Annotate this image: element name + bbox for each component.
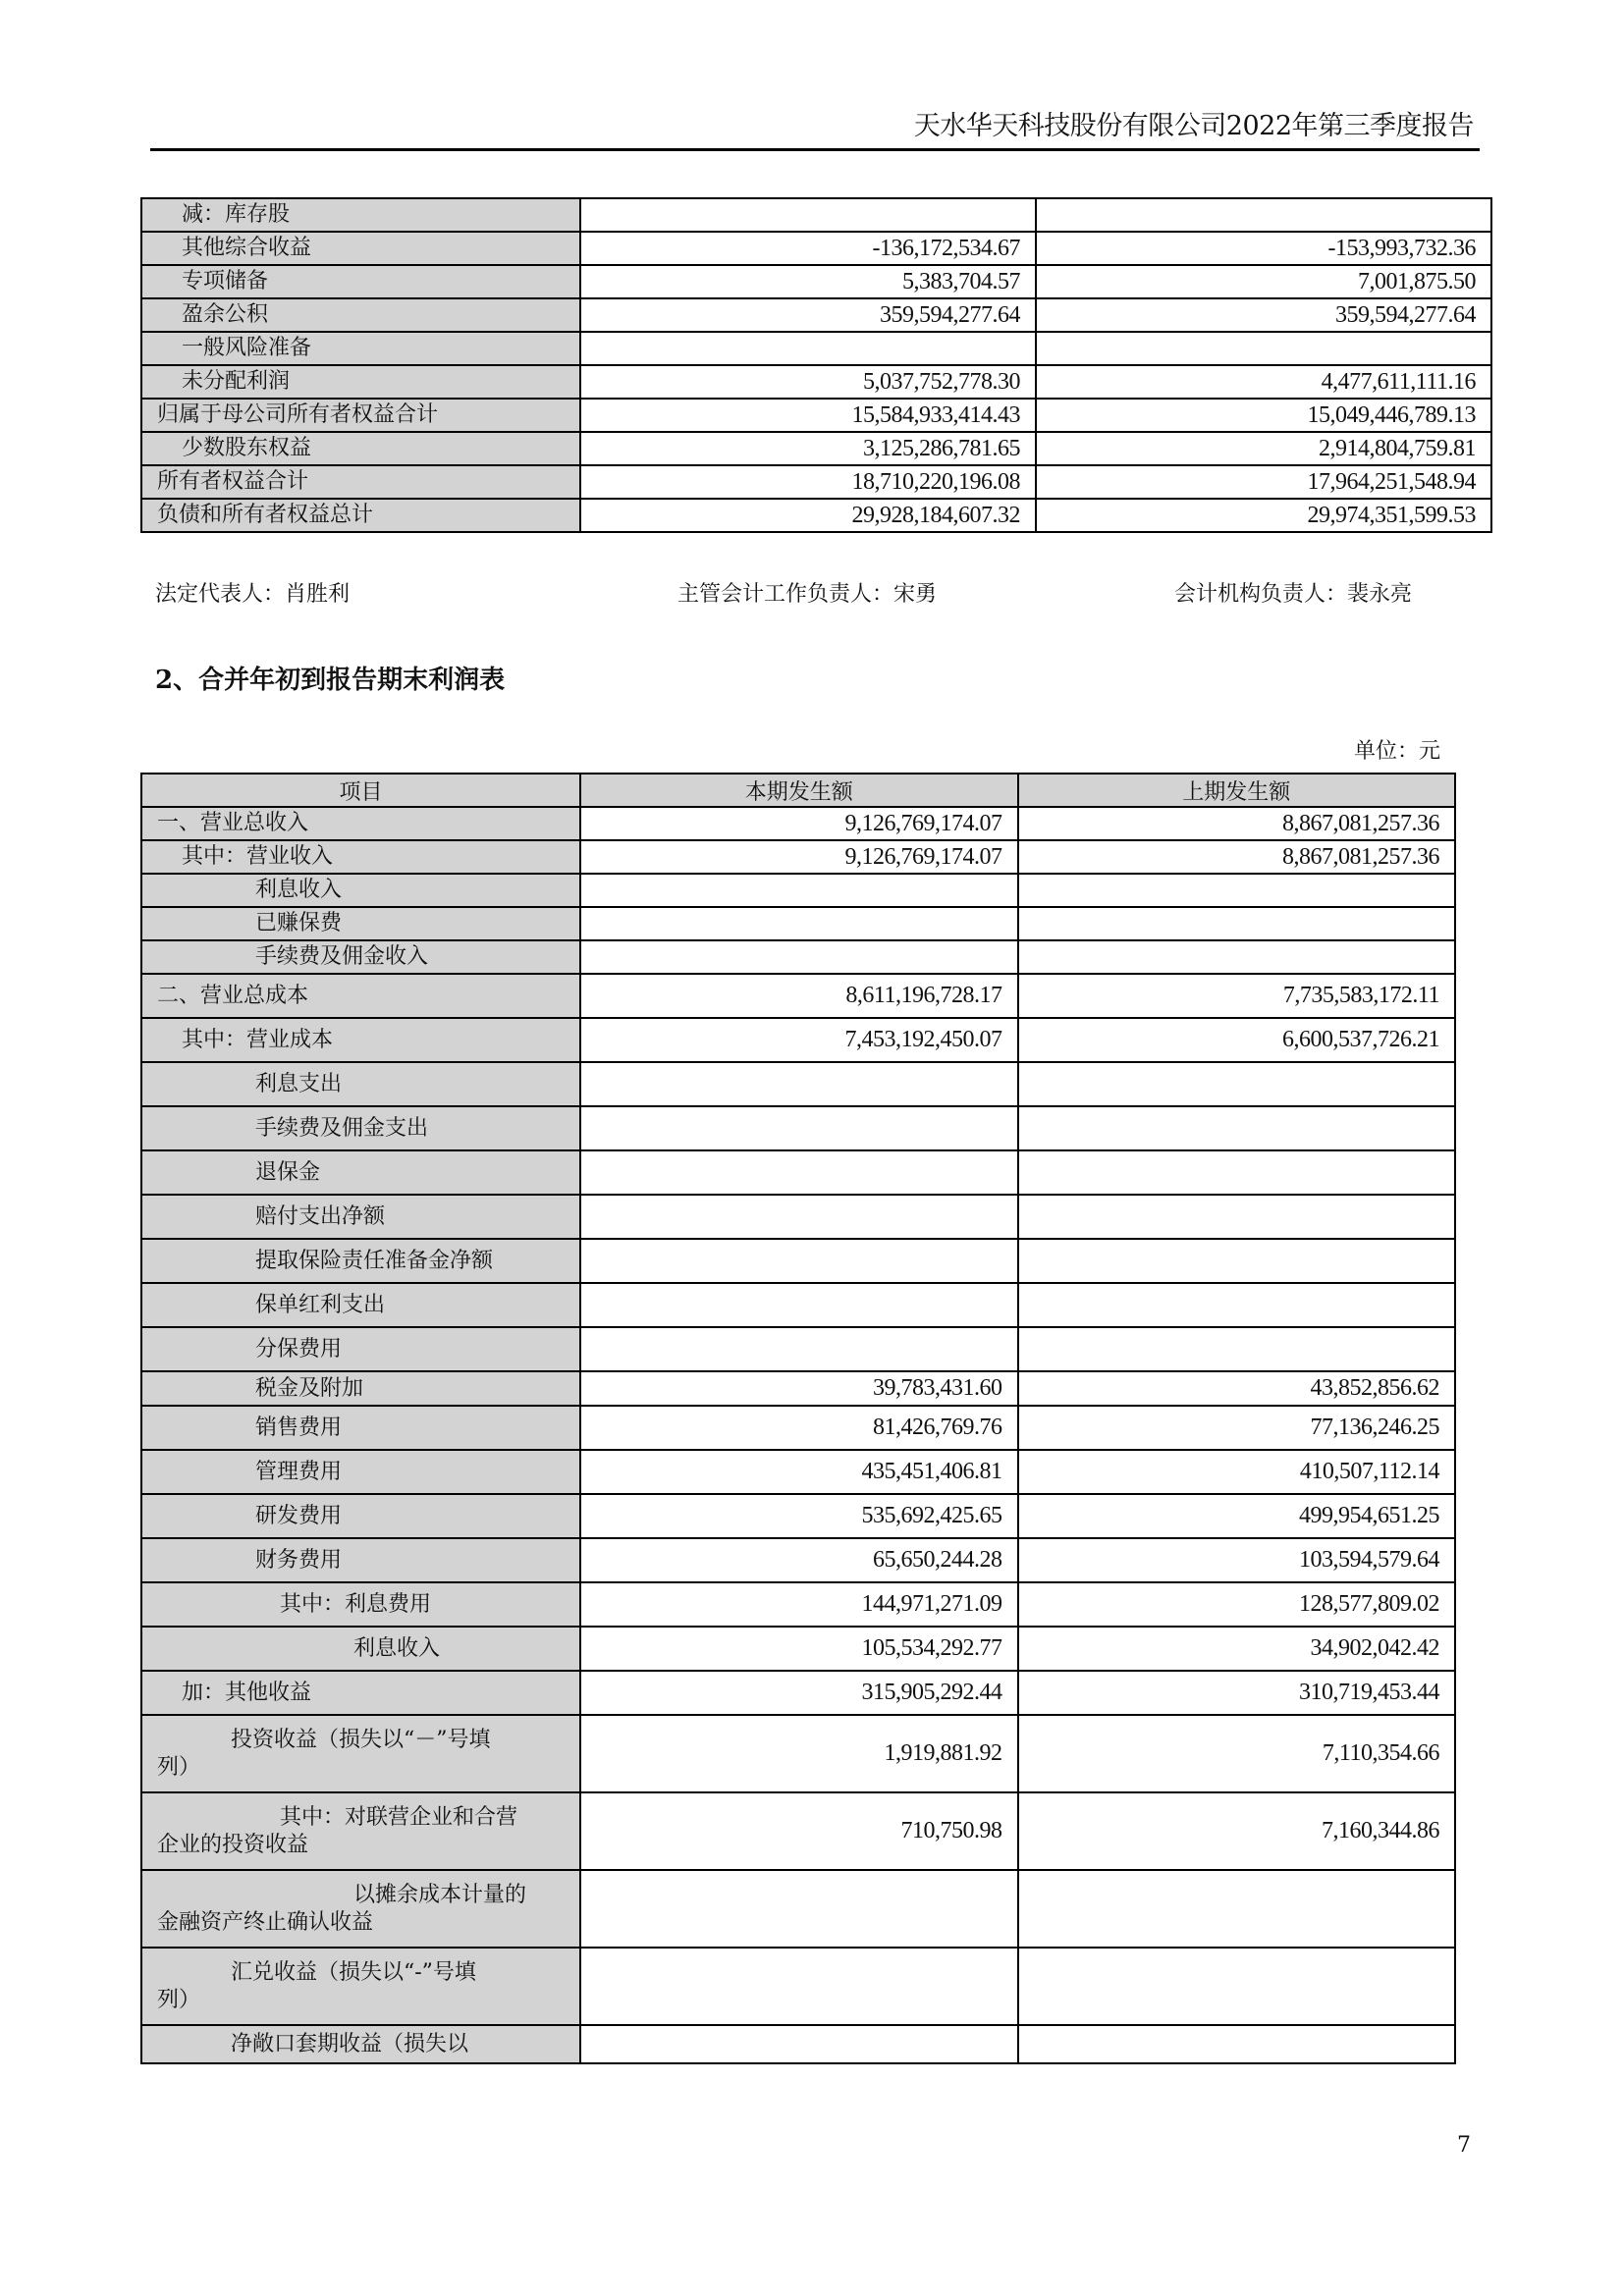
row-label-cell [141,940,580,974]
previous-value [1018,940,1456,974]
previous-value [1018,1870,1456,1948]
column-header-item: 项目 [141,774,580,807]
row-label-cell [141,1106,580,1150]
current-value: 5,383,704.57 [580,265,1036,298]
column-header-previous: 上期发生额 [1018,774,1456,807]
row-label-cell [141,974,580,1018]
table-row [141,1671,1455,1715]
previous-value: 17,964,251,548.94 [1036,465,1491,499]
previous-value: 8,867,081,257.36 [1018,807,1456,840]
current-value: 3,125,286,781.65 [580,432,1036,465]
previous-value: 359,594,277.64 [1036,298,1491,332]
previous-value: 2,914,804,759.81 [1036,432,1491,465]
row-label: 负债和所有者权益总计 [157,503,374,527]
table-row [141,807,1455,840]
report-header-title: 天水华天科技股份有限公司2022年第三季度报告 [913,111,1474,141]
current-value: 8,611,196,728.17 [580,974,1018,1018]
previous-value: 7,110,354.66 [1018,1715,1456,1792]
current-value [580,907,1018,940]
table-row [141,907,1455,940]
table-row [141,332,1491,365]
row-label-cell [141,1283,580,1327]
table-row [141,1195,1455,1239]
table-row [141,1627,1455,1671]
current-value [580,2025,1018,2063]
table-row [141,1792,1455,1870]
current-value [580,1195,1018,1239]
table-row [141,2025,1455,2063]
row-label-cell [141,1671,580,1715]
table-row [141,1283,1455,1327]
row-label-cell [141,1018,580,1062]
table-row [141,940,1455,974]
row-label-cell [141,232,580,265]
previous-value [1018,1327,1456,1371]
current-value: 9,126,769,174.07 [580,807,1018,840]
row-label: 手续费及佣金支出 [255,1115,429,1141]
previous-value: 77,136,246.25 [1018,1406,1456,1450]
table-row [141,1494,1455,1538]
row-label: 一般风险准备 [182,336,312,360]
row-label-cell [141,1538,580,1582]
previous-value: 310,719,453.44 [1018,1671,1456,1715]
previous-value: 34,902,042.42 [1018,1627,1456,1671]
current-value: 39,783,431.60 [580,1371,1018,1406]
row-label-line1: 其中：对联营企业和合营 [280,1804,518,1830]
section-title: 2、合并年初到报告期末利润表 [155,666,506,695]
row-label-line2: 列） [157,1754,201,1780]
table-row [141,1239,1455,1283]
table-row [141,1450,1455,1494]
current-value [580,874,1018,907]
row-label-cell [141,2025,580,2063]
row-label-cell [141,1327,580,1371]
current-value: 29,928,184,607.32 [580,499,1036,532]
previous-value [1018,1283,1456,1327]
current-value: 15,584,933,414.43 [580,399,1036,432]
previous-value: 7,735,583,172.11 [1018,974,1456,1018]
unit-label: 单位：元 [1353,739,1440,764]
table-row [141,840,1455,874]
current-value: 315,905,292.44 [580,1671,1018,1715]
current-value [580,1106,1018,1150]
row-label: 二、营业总成本 [157,983,309,1008]
current-value: 105,534,292.77 [580,1627,1018,1671]
balance-sheet-equity-table [140,197,1492,533]
previous-value [1018,1948,1456,2025]
accounting-head-signature: 主管会计工作负责人：宋勇 [677,582,938,607]
row-label: 已赚保费 [255,911,343,935]
previous-value: 29,974,351,599.53 [1036,499,1491,532]
row-label: 销售费用 [255,1415,343,1440]
current-value: -136,172,534.67 [580,232,1036,265]
row-label: 一、营业总收入 [157,811,309,835]
table-row [141,399,1491,432]
table-row [141,1106,1455,1150]
current-value: 9,126,769,174.07 [580,840,1018,874]
row-label-cell [141,465,580,499]
row-label: 利息支出 [255,1071,343,1096]
table-row [141,974,1455,1018]
row-label-cell [141,1582,580,1627]
row-label-cell [141,365,580,399]
table-row [141,432,1491,465]
table-row [141,874,1455,907]
accounting-org-head-signature: 会计机构负责人：裴永亮 [1174,582,1413,607]
table-row [141,465,1491,499]
previous-value: 7,160,344.86 [1018,1792,1456,1870]
row-label: 管理费用 [255,1459,343,1484]
row-label: 退保金 [255,1159,321,1185]
row-label-cell [141,1627,580,1671]
row-label: 其中：利息费用 [280,1591,432,1617]
current-value [580,1283,1018,1327]
row-label-cell [141,499,580,532]
row-label: 税金及附加 [255,1375,364,1401]
row-label: 专项储备 [182,269,269,294]
current-value [580,1150,1018,1195]
row-label-cell [141,1406,580,1450]
row-label: 减：库存股 [182,202,291,227]
row-label-cell [141,298,580,332]
row-label-cell [141,1870,580,1948]
table-row [141,1715,1455,1792]
current-value: 435,451,406.81 [580,1450,1018,1494]
previous-value [1036,332,1491,365]
row-label: 归属于母公司所有者权益合计 [157,402,439,427]
income-statement-table [140,773,1456,2064]
current-value: 65,650,244.28 [580,1538,1018,1582]
table-header-row [141,774,1455,807]
page-number: 7 [1457,2133,1471,2158]
row-label: 手续费及佣金收入 [255,944,429,969]
row-label-cell [141,1195,580,1239]
previous-value: 6,600,537,726.21 [1018,1018,1456,1062]
row-label-cell [141,1062,580,1106]
current-value [580,198,1036,232]
row-label: 其他综合收益 [182,236,312,260]
previous-value [1018,874,1456,907]
table-row [141,1018,1455,1062]
row-label-line1: 以摊余成本计量的 [353,1882,527,1907]
current-value [580,940,1018,974]
row-label: 其中：营业收入 [182,844,334,869]
row-label-cell [141,198,580,232]
row-label-cell [141,332,580,365]
previous-value [1018,1062,1456,1106]
previous-value [1036,198,1491,232]
previous-value: -153,993,732.36 [1036,232,1491,265]
row-label-cell [141,432,580,465]
row-label-line2: 企业的投资收益 [157,1832,309,1857]
row-label-cell [141,1371,580,1406]
current-value: 5,037,752,778.30 [580,365,1036,399]
row-label-cell [141,399,580,432]
previous-value: 15,049,446,789.13 [1036,399,1491,432]
table-row [141,265,1491,298]
row-label-cell [141,874,580,907]
table-row [141,499,1491,532]
previous-value [1018,2025,1456,2063]
previous-value [1018,1106,1456,1150]
current-value [580,1327,1018,1371]
row-label-line2: 金融资产终止确认收益 [157,1909,374,1935]
table-row [141,365,1491,399]
table-row [141,1870,1455,1948]
table-row [141,198,1491,232]
current-value: 81,426,769.76 [580,1406,1018,1450]
row-label: 财务费用 [255,1547,343,1573]
previous-value: 410,507,112.14 [1018,1450,1456,1494]
current-value: 710,750.98 [580,1792,1018,1870]
table-row [141,1371,1455,1406]
row-label: 其中：营业成本 [182,1027,334,1052]
table-row [141,1948,1455,2025]
current-value [580,1870,1018,1948]
current-value [580,1239,1018,1283]
row-label: 分保费用 [255,1336,343,1362]
previous-value: 4,477,611,111.16 [1036,365,1491,399]
current-value: 359,594,277.64 [580,298,1036,332]
table-row [141,298,1491,332]
current-value [580,332,1036,365]
current-value: 18,710,220,196.08 [580,465,1036,499]
table-row [141,232,1491,265]
current-value [580,1948,1018,2025]
previous-value [1018,1150,1456,1195]
previous-value [1018,907,1456,940]
previous-value [1018,1239,1456,1283]
row-label: 提取保险责任准备金净额 [255,1248,494,1273]
row-label: 未分配利润 [182,369,291,394]
row-label-line1: 汇兑收益（损失以“-”号填 [231,1959,476,1985]
current-value [580,1062,1018,1106]
table-row [141,1150,1455,1195]
table-row [141,1327,1455,1371]
table-row [141,1062,1455,1106]
row-label-cell [141,1150,580,1195]
row-label-cell [141,840,580,874]
row-label-cell [141,1494,580,1538]
row-label-line2: 列） [157,1987,201,2012]
row-label-cell [141,1792,580,1870]
previous-value: 103,594,579.64 [1018,1538,1456,1582]
header-divider [150,148,1480,151]
row-label: 研发费用 [255,1503,343,1528]
previous-value [1018,1195,1456,1239]
table-row [141,1406,1455,1450]
row-label: 净敞口套期收益（损失以 [231,2031,469,2056]
current-value: 7,453,192,450.07 [580,1018,1018,1062]
row-label: 保单红利支出 [255,1292,386,1317]
previous-value: 128,577,809.02 [1018,1582,1456,1627]
previous-value: 499,954,651.25 [1018,1494,1456,1538]
table-row [141,1582,1455,1627]
table-row [141,1538,1455,1582]
current-value: 144,971,271.09 [580,1582,1018,1627]
row-label: 赔付支出净额 [255,1203,386,1229]
row-label: 加：其他收益 [182,1680,312,1705]
row-label-cell [141,1715,580,1792]
row-label: 少数股东权益 [182,436,312,460]
row-label: 盈余公积 [182,302,269,327]
legal-representative-signature: 法定代表人：肖胜利 [155,582,351,607]
row-label-cell [141,807,580,840]
row-label-cell [141,1948,580,2025]
row-label-cell [141,265,580,298]
current-value: 535,692,425.65 [580,1494,1018,1538]
previous-value: 7,001,875.50 [1036,265,1491,298]
row-label-cell [141,1450,580,1494]
row-label-line1: 投资收益（损失以“－”号填 [231,1727,491,1752]
row-label-cell [141,907,580,940]
current-value: 1,919,881.92 [580,1715,1018,1792]
row-label: 所有者权益合计 [157,469,309,494]
column-header-current: 本期发生额 [580,774,1018,807]
row-label-cell [141,1239,580,1283]
previous-value: 43,852,856.62 [1018,1371,1456,1406]
previous-value: 8,867,081,257.36 [1018,840,1456,874]
row-label: 利息收入 [255,878,343,902]
row-label: 利息收入 [353,1635,441,1661]
